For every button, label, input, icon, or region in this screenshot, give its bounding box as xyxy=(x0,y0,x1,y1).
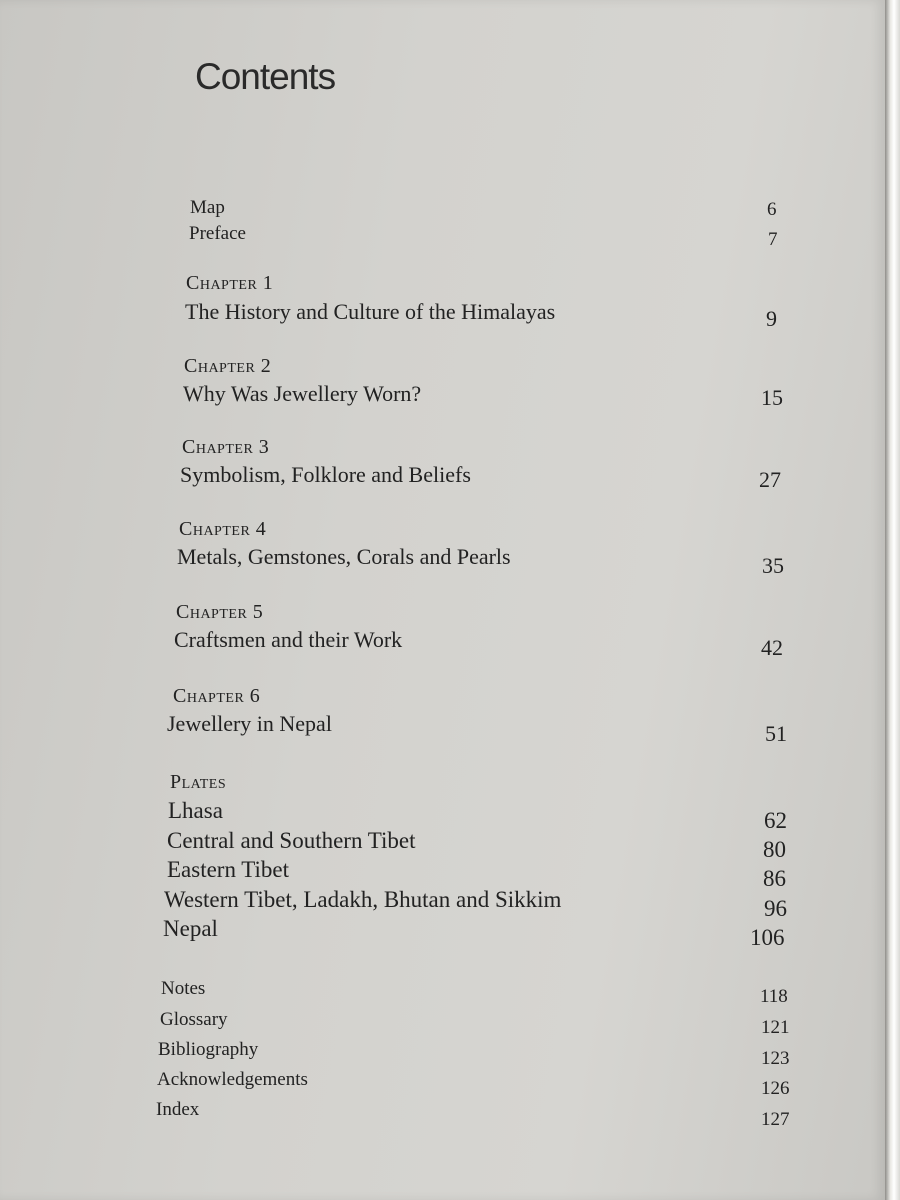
chapter-3-page: 27 xyxy=(759,467,781,492)
plate-lhasa-title: Lhasa xyxy=(168,798,223,823)
chapter-4-label: Chapter 4 xyxy=(179,518,267,540)
plate-nepal-page: 106 xyxy=(750,925,785,950)
toc-entry-index-title: Index xyxy=(156,1099,200,1120)
toc-entry-preface-title: Preface xyxy=(189,223,246,244)
plate-nepal-title: Nepal xyxy=(163,916,218,941)
toc-entry-bibliography-page: 123 xyxy=(761,1048,790,1069)
chapter-1-page: 9 xyxy=(766,306,777,331)
toc-entry-bibliography-title: Bibliography xyxy=(158,1039,259,1060)
chapter-2-label: Chapter 2 xyxy=(184,355,272,377)
chapter-6-page: 51 xyxy=(765,721,787,746)
toc-entry-map-page: 6 xyxy=(767,199,777,220)
toc-entry-acknowledgements-page: 126 xyxy=(761,1078,790,1099)
plate-lhasa-page: 62 xyxy=(764,808,787,833)
contents-heading: Contents xyxy=(195,56,336,97)
chapter-6-title: Jewellery in Nepal xyxy=(167,711,332,736)
chapter-5-page: 42 xyxy=(761,635,783,660)
chapter-5-title: Craftsmen and their Work xyxy=(174,627,403,652)
toc-entry-index-page: 127 xyxy=(761,1109,790,1130)
chapter-2-title: Why Was Jewellery Worn? xyxy=(183,381,422,406)
plate-eastern-tibet-title: Eastern Tibet xyxy=(167,857,290,882)
toc-entry-notes-title: Notes xyxy=(161,978,206,999)
chapter-1-title: The History and Culture of the Himalayas xyxy=(185,299,556,324)
toc-entry-notes-page: 118 xyxy=(760,986,788,1007)
chapter-6-label: Chapter 6 xyxy=(173,685,261,707)
plate-western-tibet-title: Western Tibet, Ladakh, Bhutan and Sikkim xyxy=(164,887,562,912)
toc-entry-acknowledgements-title: Acknowledgements xyxy=(157,1069,308,1090)
toc-entry-map-title: Map xyxy=(190,197,225,218)
chapter-3-label: Chapter 3 xyxy=(182,436,270,458)
chapter-2-page: 15 xyxy=(761,385,783,410)
chapter-3-title: Symbolism, Folklore and Beliefs xyxy=(180,462,471,487)
chapter-1-label: Chapter 1 xyxy=(186,272,274,294)
chapter-5-label: Chapter 5 xyxy=(176,601,264,623)
chapter-4-page: 35 xyxy=(762,553,784,578)
toc-entry-glossary-title: Glossary xyxy=(160,1009,228,1030)
plate-eastern-tibet-page: 86 xyxy=(763,866,786,891)
toc-entry-glossary-page: 121 xyxy=(761,1017,790,1038)
plates-label: Plates xyxy=(170,771,227,793)
plate-central-southern-tibet-title: Central and Southern Tibet xyxy=(167,828,416,853)
plate-western-tibet-page: 96 xyxy=(764,896,787,921)
chapter-4-title: Metals, Gemstones, Corals and Pearls xyxy=(177,544,511,569)
toc-entry-preface-page: 7 xyxy=(768,229,778,250)
plate-central-southern-tibet-page: 80 xyxy=(763,837,786,862)
